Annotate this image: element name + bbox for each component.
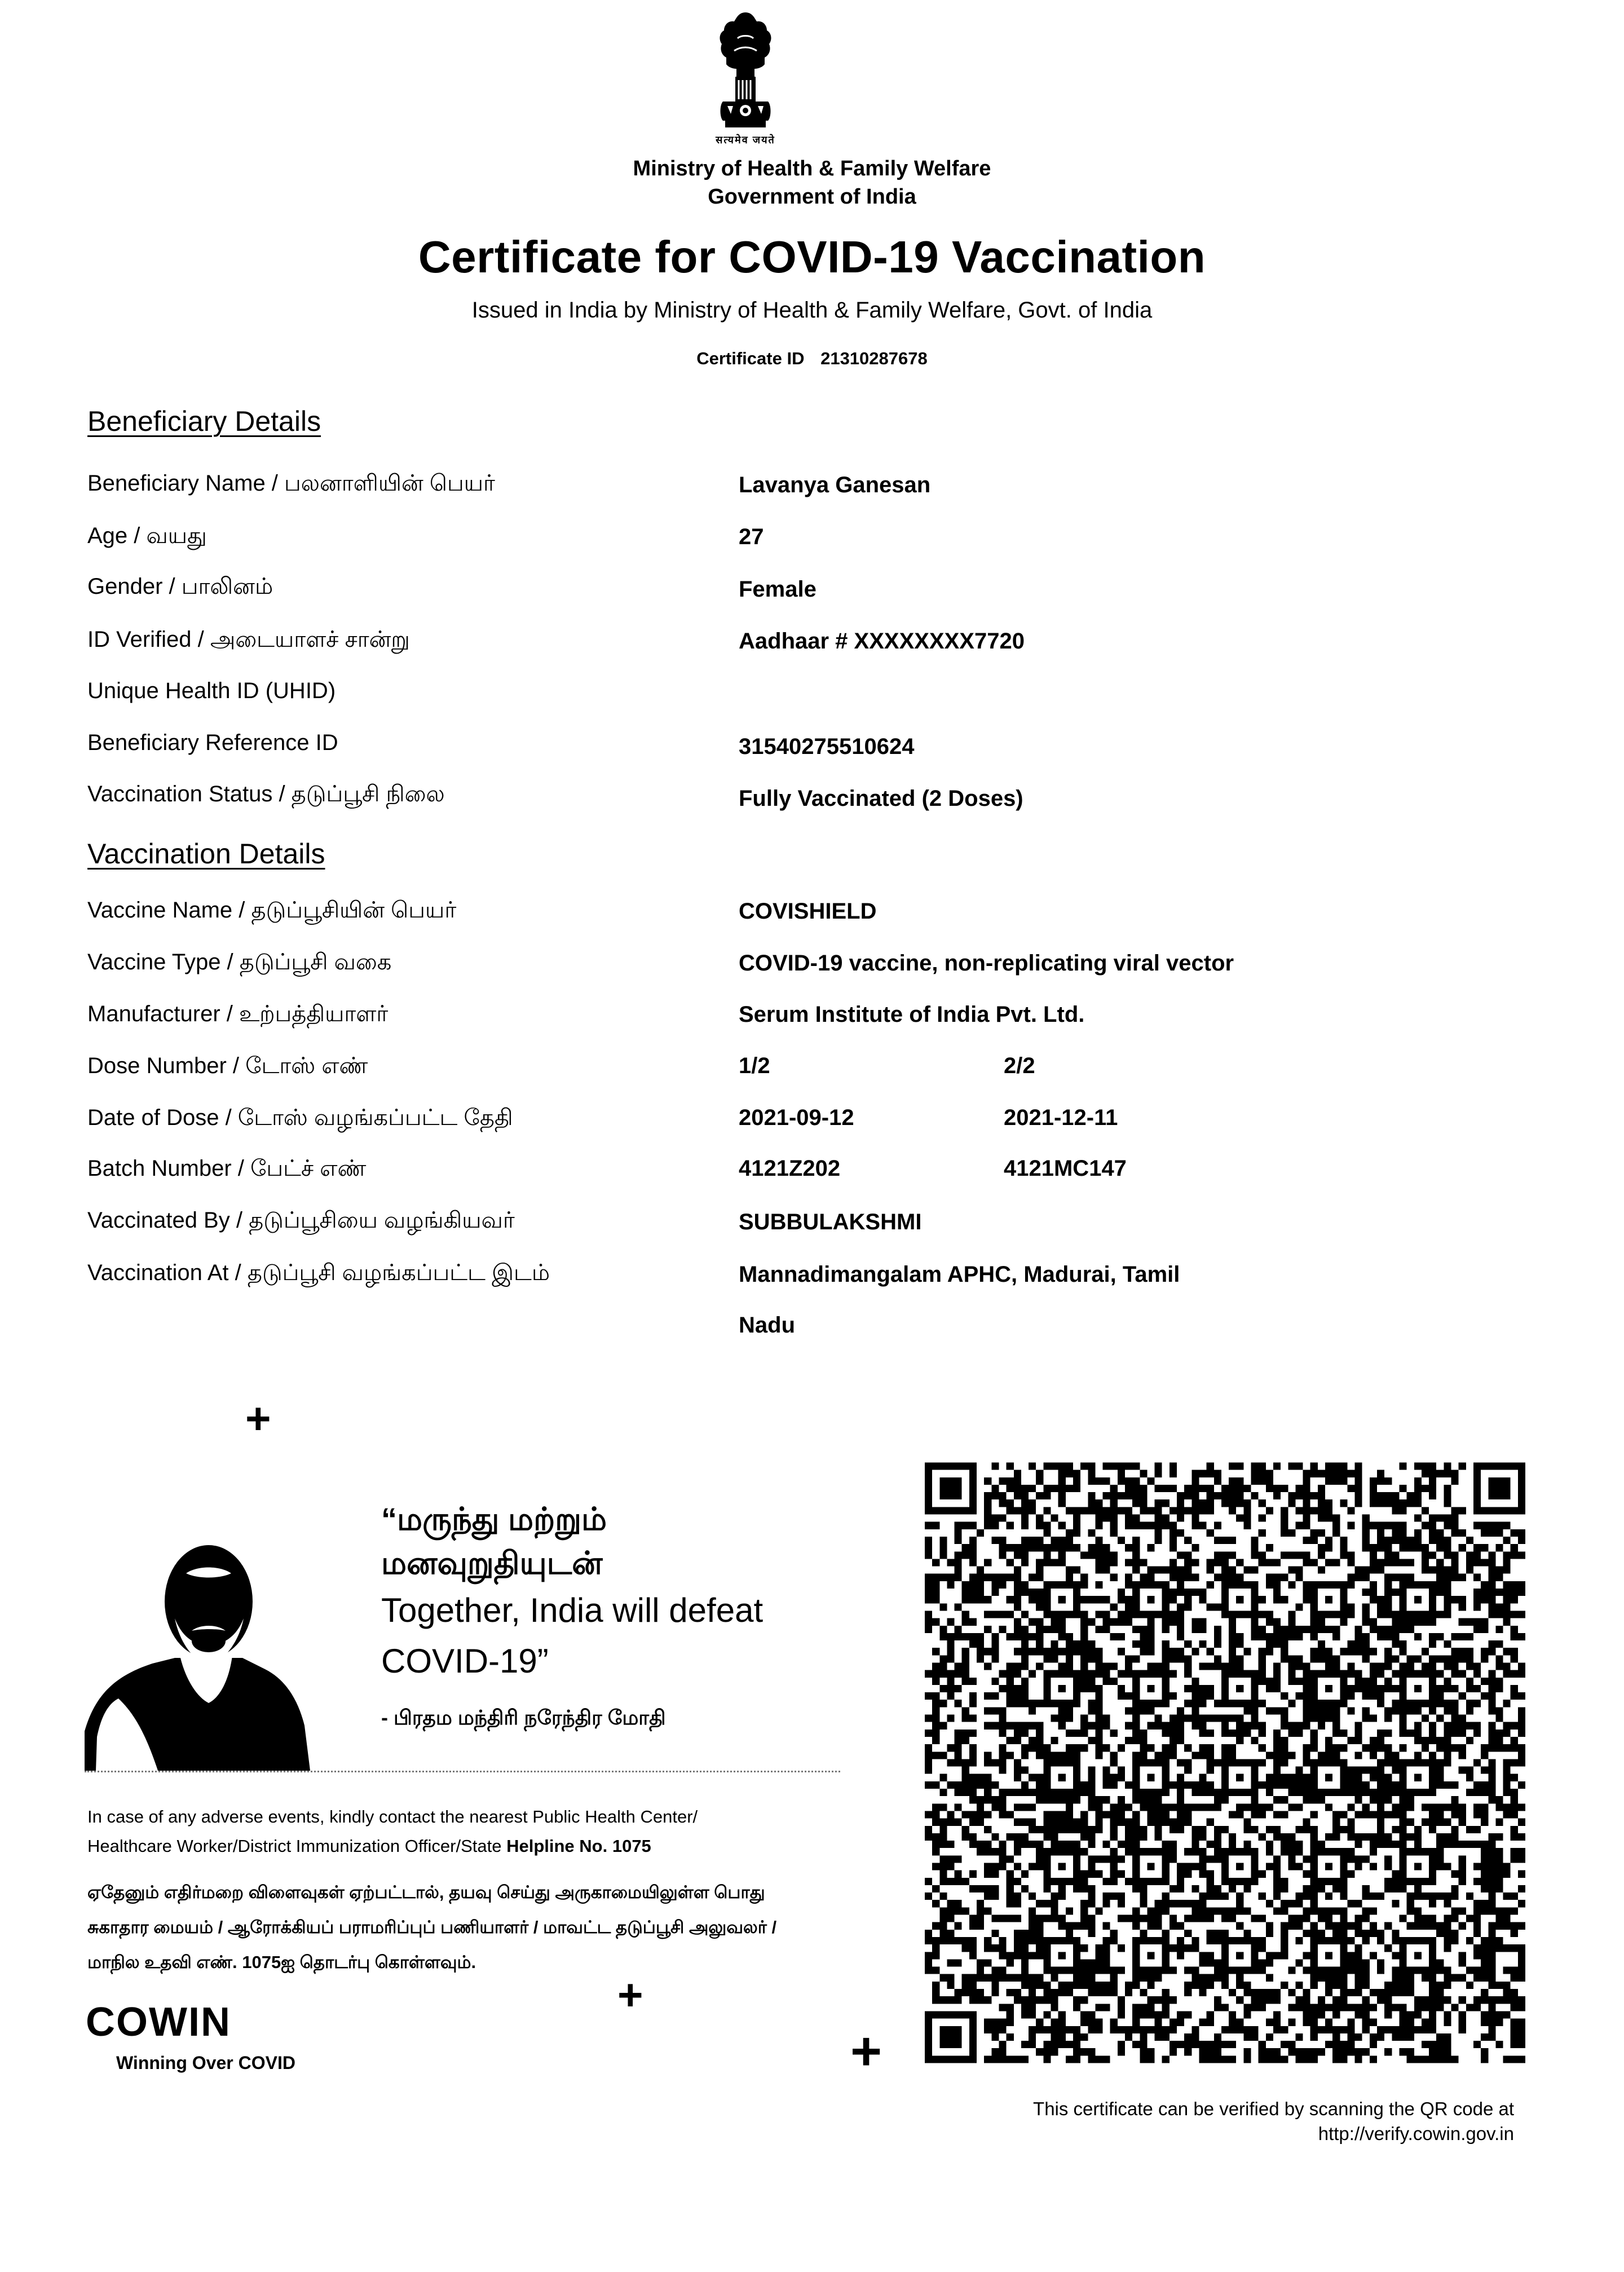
registration-mark-icon: + [617,1970,643,2019]
id-verified-label: ID Verified / அடையாளச் சான்று [87,627,410,652]
dose-number-value-2: 2/2 [1004,1053,1035,1078]
batch-number-value-1: 4121Z202 [739,1156,841,1181]
manufacturer-label: Manufacturer / உற்பத்தியாளர் [87,1002,389,1026]
beneficiary-reference-id-value: 31540275510624 [739,734,915,759]
beneficiary-name-value: Lavanya Ganesan [739,473,931,497]
certificate-id-value: 21310287678 [820,348,928,368]
vaccine-type-value: COVID-19 vaccine, non-replicating viral vector [739,951,1234,976]
registration-mark-icon: + [850,2021,882,2081]
vaccination-status-label: Vaccination Status / தடுப்பூசி நிலை [87,782,445,806]
vaccinated-by-value: SUBBULAKSHMI [739,1210,922,1234]
adverse-events-english [87,1802,888,1861]
quote-attribution: - பிரதம மந்திரி நரேந்திர மோதி [381,1706,666,1729]
vaccine-name-value: COVISHIELD [739,899,877,924]
age-value: 27 [739,524,764,549]
age-label: Age / வயது [87,523,207,548]
registration-mark-icon: + [245,1393,271,1443]
verification-line-1: This certificate can be verified by scanning the QR code at [1033,2098,1514,2119]
pm-quote [381,1497,763,1683]
id-verified-value: Aadhaar # XXXXXXXX7720 [739,629,1025,654]
date-of-dose-value-1: 2021-09-12 [739,1105,854,1130]
verification-note [1033,2097,1514,2146]
date-of-dose-value-2: 2021-12-11 [1004,1105,1118,1130]
ministry-name: Ministry of Health & Family Welfare [633,157,991,180]
certificate-id-label: Certificate ID [696,348,805,368]
vaccine-type-label: Vaccine Type / தடுப்பூசி வகை [87,950,392,974]
page-subtitle: Issued in India by Ministry of Health & Family Welfare, Govt. of India [471,298,1153,323]
batch-number-label: Batch Number / பேட்ச் எண் [87,1156,367,1181]
adverse-english-line-2 [87,1832,888,1861]
adverse-tamil-line-3: மாநில உதவி எண். 1075ஐ தொடர்பு கொள்ளவும். [87,1952,476,1972]
cowin-tagline: Winning Over COVID [116,2053,295,2073]
adverse-tamil-line-1: ஏதேனும் எதிர்மறை விளைவுகள் ஏற்பட்டால், தயவு செய்து அருகாமையிலுள்ள பொது [87,1882,765,1902]
adverse-english-line-1: In case of any adverse events, kindly contact the nearest Public Health Center/ [87,1807,698,1827]
quote-english-line-1: Together, India will defeat [381,1591,764,1629]
beneficiary-reference-id-label: Beneficiary Reference ID [87,730,338,755]
verification-url[interactable]: http://verify.cowin.gov.in [1318,2123,1514,2144]
vaccination-details-heading: Vaccination Details [87,838,325,870]
helpline-number: Helpline No. 1075 [506,1836,651,1856]
page-title: Certificate for COVID-19 Vaccination [418,232,1206,282]
vaccinated-by-label: Vaccinated By / தடுப்பூசியை வழங்கியவர் [87,1208,515,1233]
national-emblem-icon [712,10,779,131]
vaccine-name-label: Vaccine Name / தடுப்பூசியின் பெயர் [87,898,457,923]
batch-number-value-2: 4121MC147 [1004,1156,1127,1181]
gender-label: Gender / பாலினம் [87,574,273,599]
quote-tamil-line-1: “மருந்து மற்றும் [381,1501,607,1537]
government-name: Government of India [708,185,916,209]
certificate-id [0,348,1624,369]
beneficiary-details-heading: Beneficiary Details [87,405,321,437]
divider [85,1771,840,1772]
dose-number-label: Dose Number / டோஸ் எண் [87,1053,368,1078]
gender-value: Female [739,577,817,602]
vaccination-status-value: Fully Vaccinated (2 Doses) [739,786,1023,811]
national-motto: सत्यमेव जयते [716,134,775,145]
adverse-events-tamil [87,1875,911,1980]
vaccination-at-value-line2: Nadu [739,1313,795,1338]
manufacturer-value: Serum Institute of India Pvt. Ltd. [739,1002,1085,1027]
cowin-logo: COWIN [86,2000,231,2045]
date-of-dose-label: Date of Dose / டோஸ் வழங்கப்பட்ட தேதி [87,1105,513,1130]
vaccination-at-value: Mannadimangalam APHC, Madurai, Tamil [739,1262,1180,1287]
prime-minister-portrait-icon [85,1534,333,1771]
uhid-label: Unique Health ID (UHID) [87,678,336,703]
adverse-english-line-2-plain: Healthcare Worker/District Immunization Officer/State [87,1836,507,1856]
verification-qr-code-icon [925,1462,1525,2064]
quote-tamil-line-2: மனவுறுதியுடன் [381,1545,603,1581]
quote-english-line-2: COVID-19” [381,1642,549,1680]
vaccination-at-label: Vaccination At / தடுப்பூசி வழங்கப்பட்ட இடம் [87,1260,550,1285]
dose-number-value-1: 1/2 [739,1053,770,1078]
beneficiary-name-label: Beneficiary Name / பலனாளியின் பெயர் [87,471,495,496]
adverse-tamil-line-2: சுகாதார மையம் / ஆரோக்கியப் பராமரிப்புப் பணியாளர் / மாவட்ட தடுப்பூசி அலுவலர் / [87,1917,777,1937]
